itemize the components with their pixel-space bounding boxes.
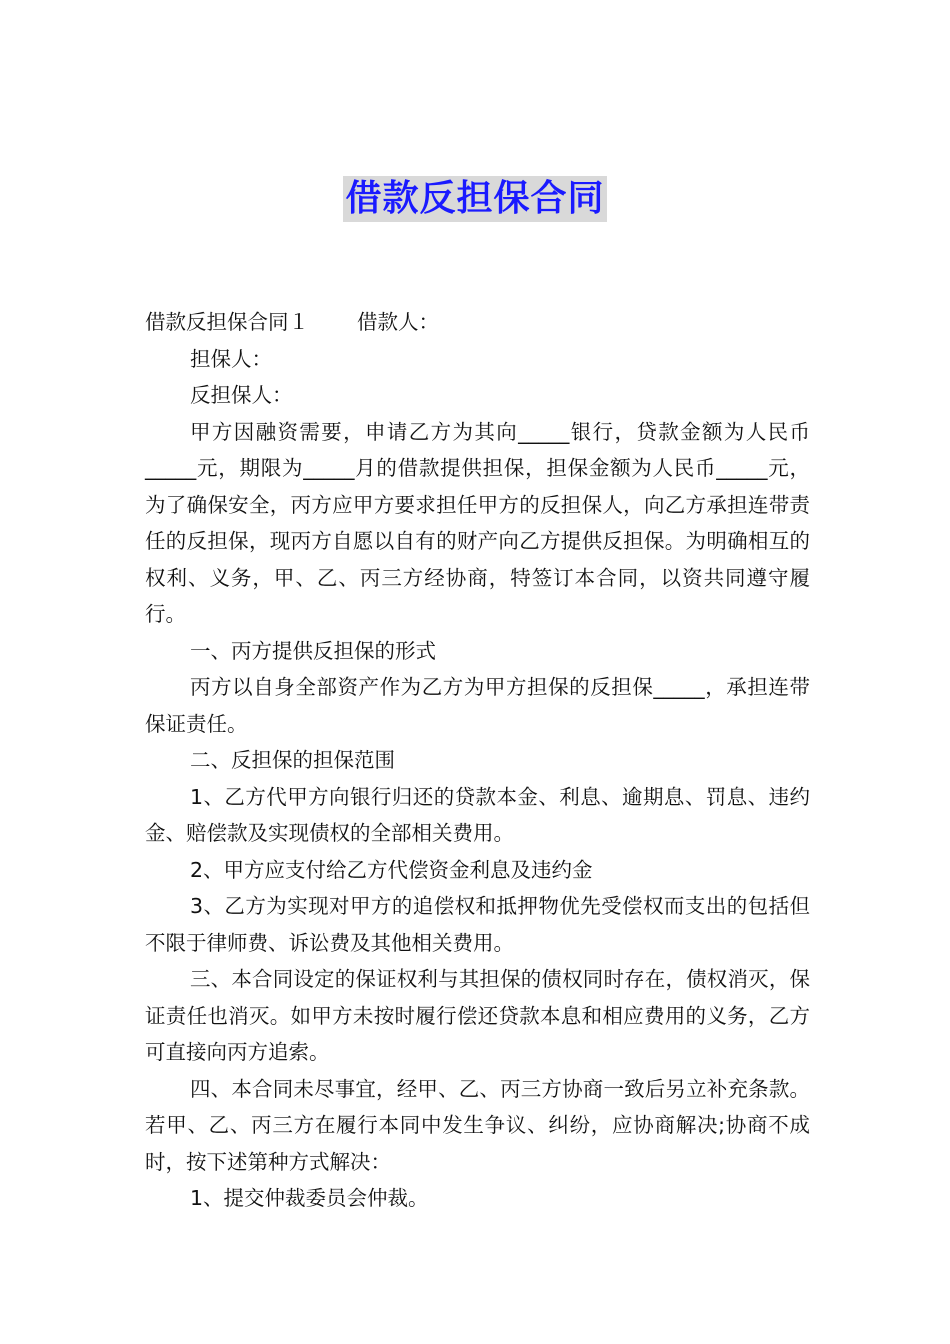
paragraph: 甲方因融资需要，申请乙方为其向_____银行，贷款金额为人民币_____元，期限为_____月的借款提供担保，担保金额为人民币_____元，为了确保安全，丙方应甲方要求担任甲方的反担保人，向乙方承担连带责任的反担保，现丙方自愿以自有的财产向乙方提供反担保。为明确相互的权利、义务，甲、乙、丙三方经协商，特签订本合同，以资共同遵守履行。 [145, 419, 810, 626]
borrower-label: 借款人： [357, 310, 439, 334]
paragraph: 担保人： [190, 346, 272, 371]
section-heading: 二、反担保的担保范围 [190, 748, 395, 772]
document-body [145, 304, 810, 1217]
paragraph: 反担保人： [190, 383, 293, 407]
heading-line [145, 304, 810, 341]
paragraph: 丙方以自身全部资产作为乙方为甲方担保的反担保_____，承担连带保证责任。 [145, 675, 810, 736]
list-item: 3、乙方为实现对甲方的追偿权和抵押物优先受偿权而支出的包括但不限于律师费、诉讼费及其他相关费用。 [145, 894, 810, 955]
section-heading: 一、丙方提供反担保的形式 [190, 638, 436, 663]
list-item: 1、提交仲裁委员会仲裁。 [190, 1186, 429, 1210]
list-item: 2、甲方应支付给乙方代偿资金利息及违约金 [190, 857, 593, 882]
paragraph: 三、本合同设定的保证权利与其担保的债权同时存在，债权消灭，保证责任也消灭。如甲方未按时履行偿还贷款本息和相应费用的义务，乙方可直接向丙方追索。 [145, 967, 810, 1064]
paragraph: 四、本合同未尽事宜，经甲、乙、丙三方协商一致后另立补充条款。若甲、乙、丙三方在履行本同中发生争议、纠纷，应协商解决;协商不成时，按下述第种方式解决： [145, 1076, 810, 1174]
heading-label: 借款反担保合同１ [145, 310, 309, 334]
document-title-wrap [0, 176, 950, 222]
list-item: 1、乙方代甲方向银行归还的贷款本金、利息、逾期息、罚息、违约金、赔偿款及实现债权的全部相关费用。 [145, 784, 810, 845]
document-title: 借款反担保合同 [343, 176, 606, 222]
